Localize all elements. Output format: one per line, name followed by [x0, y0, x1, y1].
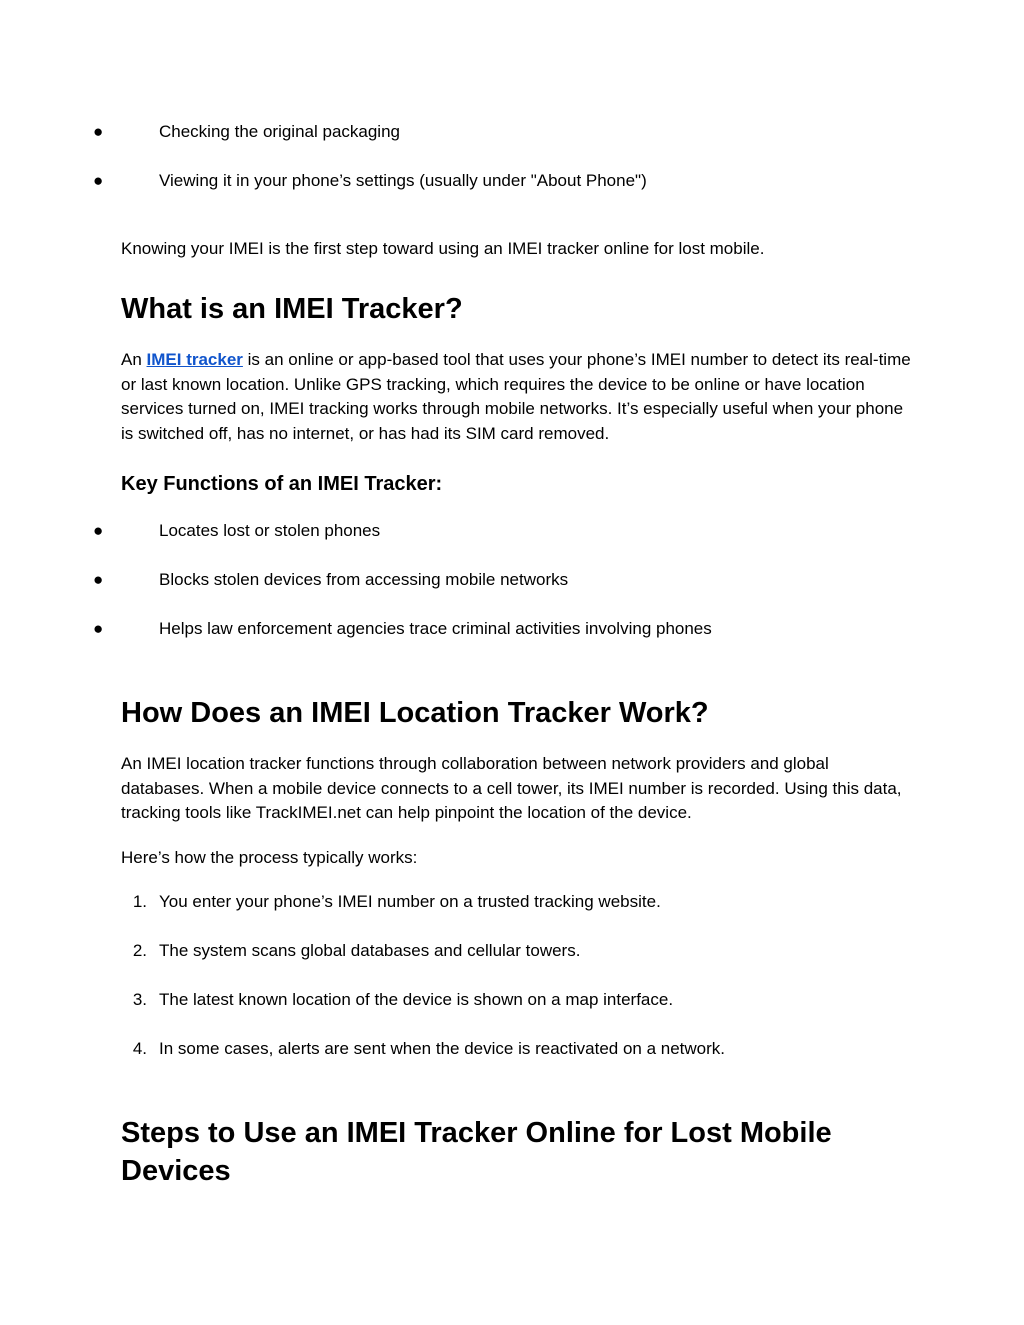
- bullet-icon: ●: [93, 570, 104, 589]
- list-item: 4. In some cases, alerts are sent when the device is reactivated on a network.: [121, 1038, 687, 1060]
- list-item: 1. You enter your phone’s IMEI number on a trusted tracking website.: [121, 891, 623, 913]
- list-item: ● Helps law enforcement agencies trace criminal activities involving phones: [93, 619, 712, 638]
- section-heading-steps-to-use: Steps to Use an IMEI Tracker Online for Lost Mobile Devices: [121, 1117, 832, 1187]
- bullet-icon: ●: [93, 171, 104, 190]
- imei-tracker-link[interactable]: IMEI tracker: [146, 350, 243, 369]
- section1-paragraph: An IMEI tracker is an online or app-based tool that uses your phone’s IMEI number to detect its real-time or last known location. Unlike GPS tracking, which requires the device to be online or have location services turned on, IMEI tracking works through mobile networks. It’s especially useful when your phone is switched off, has no internet, or has had its SIM card removed.: [121, 350, 911, 443]
- section2-paragraph: An IMEI location tracker functions through collaboration between network providers and global databases. When a mobile device connects to a cell tower, its IMEI number is recorded. Using this data, tracking tools like TrackIMEI.net can help pinpoint the location of the device.: [121, 754, 902, 822]
- step-number: 1.: [132, 892, 147, 911]
- key-functions-subheading: Key Functions of an IMEI Tracker:: [121, 473, 443, 495]
- step-number: 3.: [132, 990, 147, 1009]
- bullet-icon: ●: [93, 521, 104, 540]
- list-item: ● Checking the original packaging: [93, 122, 400, 141]
- step-number: 2.: [132, 941, 147, 960]
- bullet-icon: ●: [93, 619, 104, 638]
- list-item: ● Viewing it in your phone’s settings (usually under "About Phone"): [93, 171, 647, 190]
- step-number: 4.: [132, 1039, 147, 1058]
- section-heading-what-is: What is an IMEI Tracker?: [121, 293, 463, 325]
- list-item: 3. The latest known location of the device is shown on a map interface.: [121, 989, 635, 1011]
- section-heading-how-it-works: How Does an IMEI Location Tracker Work?: [121, 697, 709, 729]
- process-lead-text: Here’s how the process typically works:: [121, 848, 418, 867]
- list-item: 2. The system scans global databases and cellular towers.: [121, 940, 542, 962]
- list-item: ● Locates lost or stolen phones: [93, 521, 381, 540]
- bullet-icon: ●: [93, 122, 104, 141]
- intro-paragraph: Knowing your IMEI is the first step toward using an IMEI tracker online for lost mobile.: [121, 239, 765, 258]
- list-item: ● Blocks stolen devices from accessing mobile networks: [93, 570, 569, 589]
